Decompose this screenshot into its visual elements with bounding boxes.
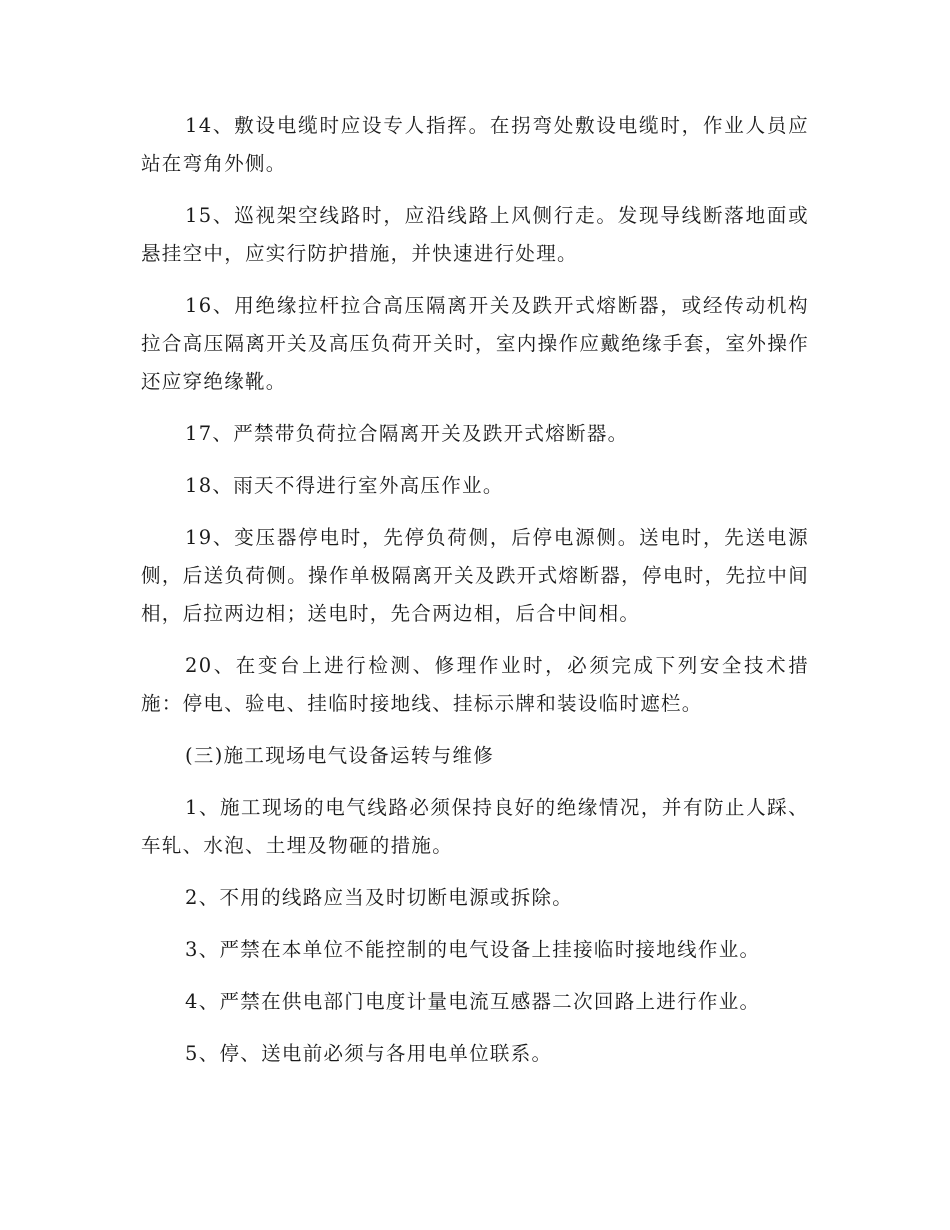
paragraph-item-15: 15、巡视架空线路时，应沿线路上风侧行走。发现导线断落地面或悬挂空中，应实行防护措施，并快速进行处理。 (141, 204, 809, 265)
paragraph-item-14: 14、敷设电缆时应设专人指挥。在拐弯处敷设电缆时，作业人员应站在弯角外侧。 (141, 114, 809, 175)
paragraph-item-4: 4、严禁在供电部门电度计量电流互感器二次回路上进行作业。 (185, 990, 761, 1013)
paragraph-item-1: 1、施工现场的电气线路必须保持良好的绝缘情况，并有防止人踩、车轧、水泡、土埋及物砸的措施。 (141, 796, 809, 857)
paragraph-item-3: 3、严禁在本单位不能控制的电气设备上挂接临时接地线作业。 (185, 938, 761, 961)
paragraph-item-17: 17、严禁带负荷拉合隔离开关及跌开式熔断器。 (185, 422, 629, 445)
paragraph-item-5: 5、停、送电前必须与各用电单位联系。 (185, 1042, 553, 1065)
paragraph-item-20: 20、在变台上进行检测、修理作业时，必须完成下列安全技术措施：停电、验电、挂临时接地线、挂标示牌和装设临时遮栏。 (141, 654, 809, 715)
paragraph-item-19: 19、变压器停电时，先停负荷侧，后停电源侧。送电时，先送电源侧，后送负荷侧。操作单极隔离开关及跌开式熔断器，停电时，先拉中间相，后拉两边相；送电时，先合两边相，后合中间相。 (141, 526, 809, 625)
paragraph-item-18: 18、雨天不得进行室外高压作业。 (185, 474, 504, 497)
paragraph-item-16: 16、用绝缘拉杆拉合高压隔离开关及跌开式熔断器，或经传动机构拉合高压隔离开关及高压负荷开关时，室内操作应戴绝缘手套，室外操作还应穿绝缘靴。 (141, 294, 809, 393)
section-heading: (三)施工现场电气设备运转与维修 (185, 744, 495, 767)
paragraph-item-2: 2、不用的线路应当及时切断电源或拆除。 (185, 886, 574, 909)
document-body (141, 107, 809, 1087)
